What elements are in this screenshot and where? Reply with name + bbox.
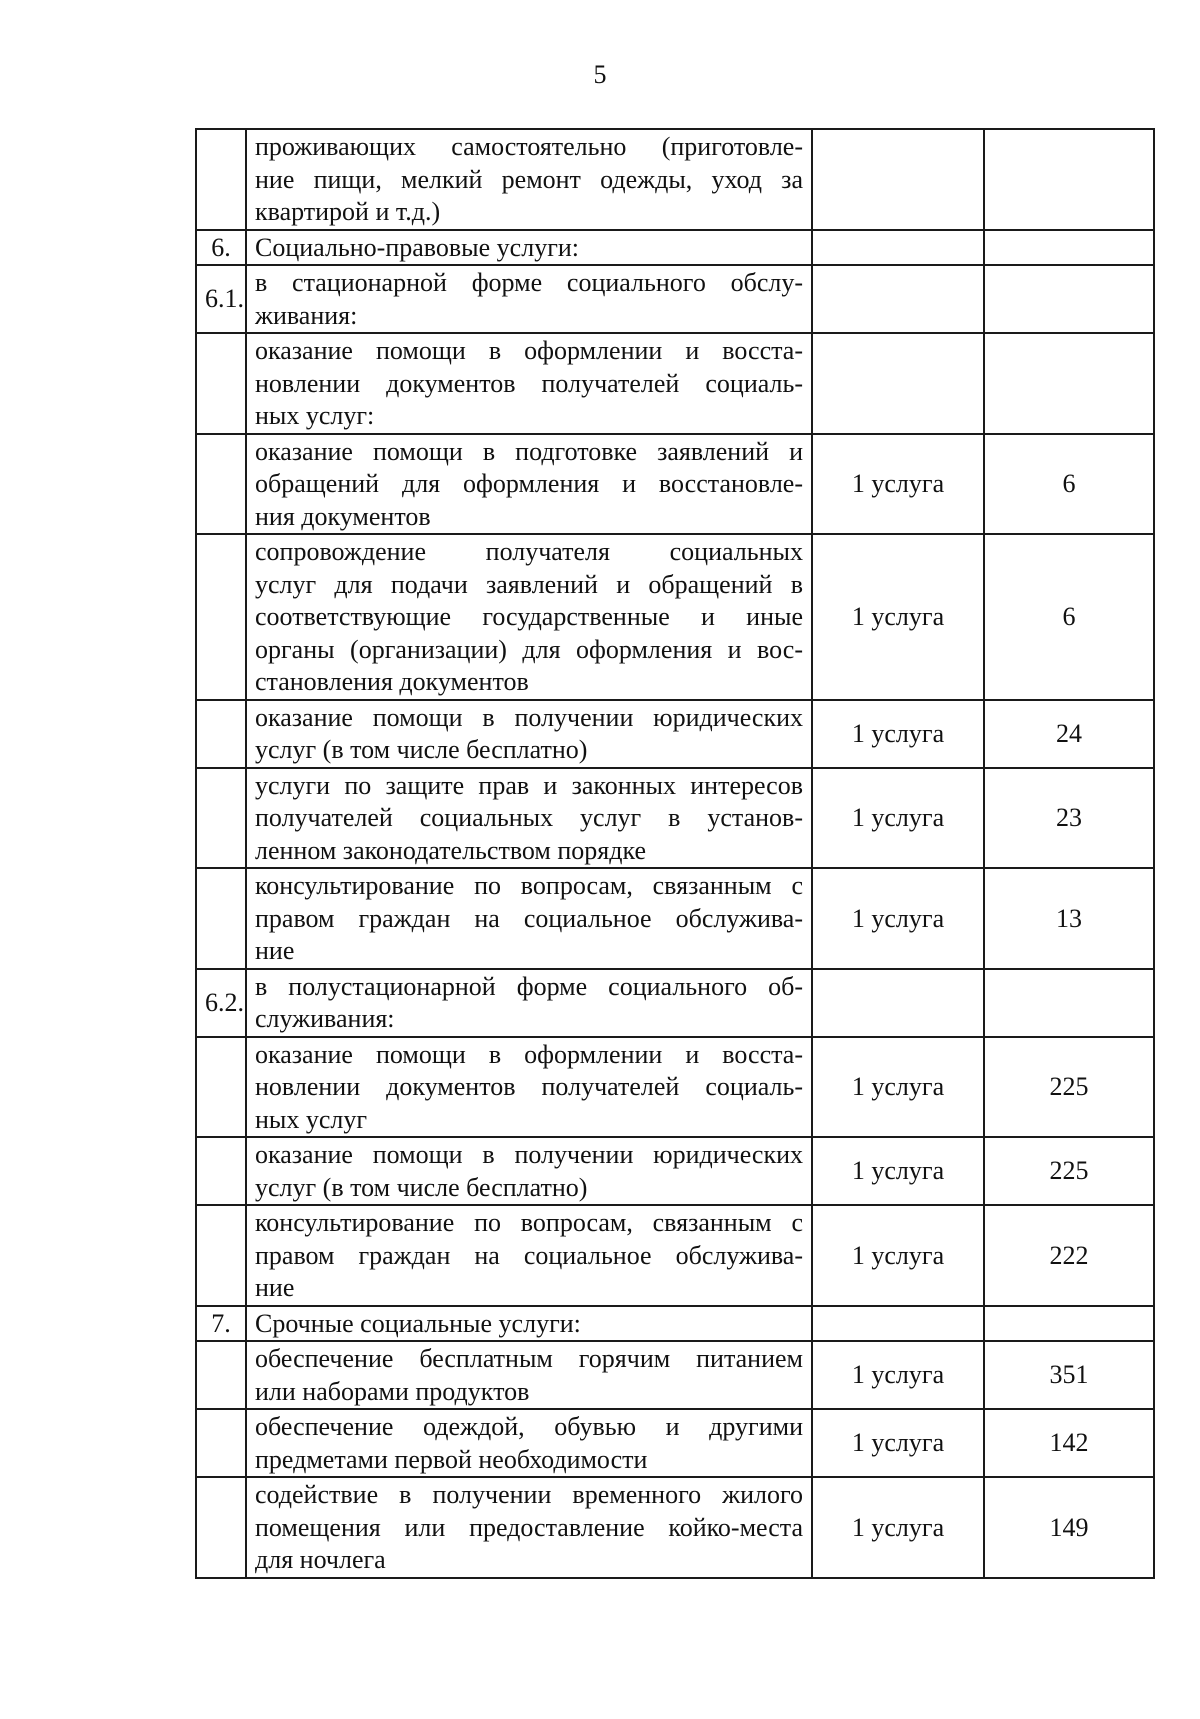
service-quantity: 351 — [984, 1341, 1154, 1409]
description-line: ние — [255, 1273, 295, 1302]
description-line: правом граждан на социальное обслужива- — [255, 1240, 803, 1270]
description-line: ленном законодательством порядке — [255, 835, 647, 865]
row-number — [196, 1409, 246, 1477]
description-line: для ночлега — [255, 1545, 386, 1574]
service-quantity: 6 — [984, 534, 1154, 700]
service-quantity — [984, 129, 1154, 230]
description-line: служивания: — [255, 1004, 395, 1033]
unit-of-measure: 1 услуга — [812, 534, 984, 700]
table-row — [196, 969, 1154, 1037]
table-row — [196, 265, 1154, 333]
table-row — [196, 1341, 1154, 1409]
row-number: 6.2. — [196, 969, 246, 1037]
description-line: ние — [255, 936, 295, 965]
table-row — [196, 868, 1154, 969]
service-description — [246, 969, 812, 1037]
service-quantity: 222 — [984, 1205, 1154, 1306]
row-number: 6.1. — [196, 265, 246, 333]
service-description — [246, 230, 812, 266]
row-number — [196, 868, 246, 969]
description-line: правом граждан на социальное обслужива- — [255, 903, 803, 933]
service-quantity: 6 — [984, 434, 1154, 535]
table-row — [196, 1037, 1154, 1138]
description-line: услуг для подачи заявлений и обращений в — [255, 569, 803, 599]
service-description — [246, 1137, 812, 1205]
table-row — [196, 1306, 1154, 1342]
table-row — [196, 1205, 1154, 1306]
description-line: помещения или предоставление койко-места — [255, 1512, 803, 1542]
unit-of-measure: 1 услуга — [812, 700, 984, 768]
description-line: услуг (в том числе бесплатно) — [255, 735, 588, 764]
description-line: обеспечение бесплатным горячим питанием — [255, 1344, 803, 1373]
description-line: обеспечение одеждой, обувью и другими — [255, 1412, 803, 1441]
table-row — [196, 333, 1154, 434]
description-line: ных услуг: — [255, 401, 375, 430]
description-line: в полустационарной форме социального об- — [255, 971, 803, 1001]
service-quantity: 23 — [984, 768, 1154, 869]
services-table-body — [196, 129, 1154, 1578]
table-row — [196, 1137, 1154, 1205]
description-line: новлении документов получателей социаль- — [255, 1072, 803, 1101]
description-line: содействие в получении временного жилого — [255, 1480, 803, 1509]
service-quantity: 225 — [984, 1137, 1154, 1205]
description-line: оказание помощи в оформлении и восста- — [255, 336, 803, 365]
service-description — [246, 534, 812, 700]
description-line: органы (организации) для оформления и вос- — [255, 634, 803, 664]
description-line: соответствующие государственные и иные — [255, 602, 803, 631]
unit-of-measure — [812, 265, 984, 333]
table-row — [196, 700, 1154, 768]
service-quantity: 24 — [984, 700, 1154, 768]
table-row — [196, 129, 1154, 230]
row-number — [196, 700, 246, 768]
row-number — [196, 1205, 246, 1306]
unit-of-measure: 1 услуга — [812, 434, 984, 535]
description-line: ние пищи, мелкий ремонт одежды, уход за — [255, 164, 803, 194]
service-quantity — [984, 230, 1154, 266]
row-number — [196, 1341, 246, 1409]
row-number — [196, 129, 246, 230]
description-line: Социально-правовые услуги: — [255, 232, 579, 262]
table-row — [196, 534, 1154, 700]
unit-of-measure — [812, 1306, 984, 1342]
description-line: оказание помощи в получении юридических — [255, 702, 803, 732]
description-line: ния документов — [255, 501, 431, 531]
description-line: проживающих самостоятельно (приготовле- — [255, 132, 803, 161]
service-description — [246, 129, 812, 230]
description-line: Срочные социальные услуги: — [255, 1308, 581, 1338]
table-row — [196, 230, 1154, 266]
row-number: 6. — [196, 230, 246, 266]
description-line: сопровождение получателя социальных — [255, 537, 803, 566]
services-table — [195, 128, 1155, 1579]
unit-of-measure: 1 услуга — [812, 1409, 984, 1477]
service-quantity — [984, 333, 1154, 434]
row-number — [196, 534, 246, 700]
description-line: обращений для оформления и восстановле- — [255, 469, 803, 498]
unit-of-measure: 1 услуга — [812, 1205, 984, 1306]
service-description — [246, 1409, 812, 1477]
description-line: оказание помощи в оформлении и восста- — [255, 1039, 803, 1069]
row-number — [196, 434, 246, 535]
unit-of-measure: 1 услуга — [812, 1341, 984, 1409]
description-line: или наборами продуктов — [255, 1376, 530, 1406]
service-description — [246, 1306, 812, 1342]
description-line: консультирование по вопросам, связанным с — [255, 871, 803, 900]
service-quantity: 149 — [984, 1477, 1154, 1578]
service-description — [246, 700, 812, 768]
description-line: предметами первой необходимости — [255, 1444, 648, 1474]
table-row — [196, 434, 1154, 535]
row-number — [196, 333, 246, 434]
description-line: живания: — [255, 300, 358, 330]
service-description — [246, 1341, 812, 1409]
service-description — [246, 768, 812, 869]
table-row — [196, 1477, 1154, 1578]
description-line: квартирой и т.д.) — [255, 197, 441, 226]
service-description — [246, 868, 812, 969]
service-quantity: 225 — [984, 1037, 1154, 1138]
unit-of-measure: 1 услуга — [812, 1037, 984, 1138]
description-line: получателей социальных услуг в установ- — [255, 803, 803, 832]
service-quantity — [984, 969, 1154, 1037]
description-line: новлении документов получателей социаль- — [255, 368, 803, 398]
row-number: 7. — [196, 1306, 246, 1342]
description-line: услуг (в том числе бесплатно) — [255, 1172, 588, 1202]
page-number: 5 — [593, 60, 607, 89]
description-line: оказание помощи в подготовке заявлений и — [255, 436, 803, 466]
unit-of-measure: 1 услуга — [812, 868, 984, 969]
unit-of-measure — [812, 230, 984, 266]
description-line: услуги по защите прав и законных интересов — [255, 770, 803, 800]
unit-of-measure — [812, 969, 984, 1037]
service-description — [246, 265, 812, 333]
unit-of-measure — [812, 333, 984, 434]
description-line: ных услуг — [255, 1104, 368, 1134]
description-line: оказание помощи в получении юридических — [255, 1140, 803, 1169]
service-quantity — [984, 1306, 1154, 1342]
unit-of-measure: 1 услуга — [812, 1137, 984, 1205]
unit-of-measure — [812, 129, 984, 230]
table-row — [196, 768, 1154, 869]
description-line: в стационарной форме социального обслу- — [255, 268, 803, 297]
description-line: становления документов — [255, 667, 529, 696]
description-line: консультирование по вопросам, связанным с — [255, 1208, 803, 1237]
service-quantity: 142 — [984, 1409, 1154, 1477]
service-description — [246, 1477, 812, 1578]
service-description — [246, 1037, 812, 1138]
row-number — [196, 1037, 246, 1138]
service-quantity — [984, 265, 1154, 333]
row-number — [196, 1477, 246, 1578]
unit-of-measure: 1 услуга — [812, 768, 984, 869]
service-quantity: 13 — [984, 868, 1154, 969]
service-description — [246, 333, 812, 434]
unit-of-measure: 1 услуга — [812, 1477, 984, 1578]
service-description — [246, 434, 812, 535]
table-row — [196, 1409, 1154, 1477]
row-number — [196, 768, 246, 869]
service-description — [246, 1205, 812, 1306]
row-number — [196, 1137, 246, 1205]
